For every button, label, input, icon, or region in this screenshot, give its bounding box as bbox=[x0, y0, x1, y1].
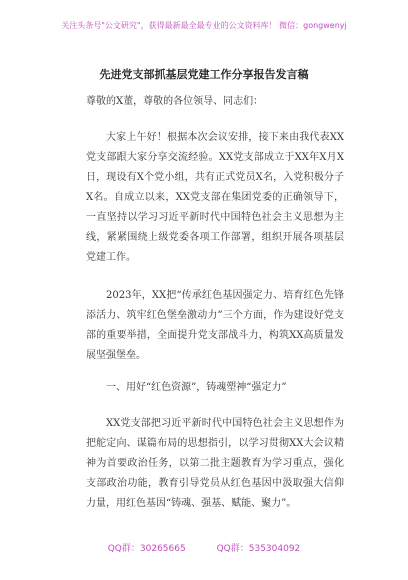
paragraph-section-1: XX党支部把习近平新时代中国特色社会主义思想作为把舵定向、谋篇布局的思想指引，以学习贯彻XX大会议精神为首要政治任务，以第二批主题教育为学习重点，强化支部政治功能，教育引导党员从红色基因中汲取强大信仰力量，用红色基因“铸魂、强基、赋能、聚力”。 bbox=[86, 418, 344, 509]
header-promo-note: 关注头条号"公文研究"，获得最新最全最专业的公文资料库！ 微信：gongwenyj bbox=[61, 21, 347, 30]
footer-qq-groups bbox=[0, 541, 408, 554]
paragraph-2023: 2023年，XX把“传承红色基因强定力、培育红色先锋添活力、筑牢红色堡垒激动力”三个方面，作为建设好党支部的重要举措，全面提升党支部战斗力，构筑XX高质量发展坚强堡垒。 bbox=[86, 290, 344, 361]
footer-qq-group-2: QQ群：535304092 bbox=[216, 544, 301, 554]
section-heading-1: 一、用好“红色资源”，铸魂塑神“强定力” bbox=[106, 382, 287, 393]
paragraph-intro: 大家上午好！根据本次会议安排，接下来由我代表XX党支部跟大家分享交流经验。XX党支部成立于XX年X月X日，现设有X个党小组，共有正式党员X名，入党积极分子X名。自成立以来，XX党支部在集团党委的正确领导下，一直坚持以学习习近平新时代中国特色社会主义思想为主线，紧紧围绕上级党委各项工作部署，组织开展各项基层党建工作。 bbox=[86, 132, 344, 263]
document-title: 先进党支部抓基层党建工作分享报告发言稿 bbox=[99, 68, 309, 81]
salutation: 尊敬的X董，尊敬的各位领导、同志们： bbox=[86, 96, 264, 107]
footer-qq-group-1: QQ群：30265665 bbox=[107, 544, 186, 554]
